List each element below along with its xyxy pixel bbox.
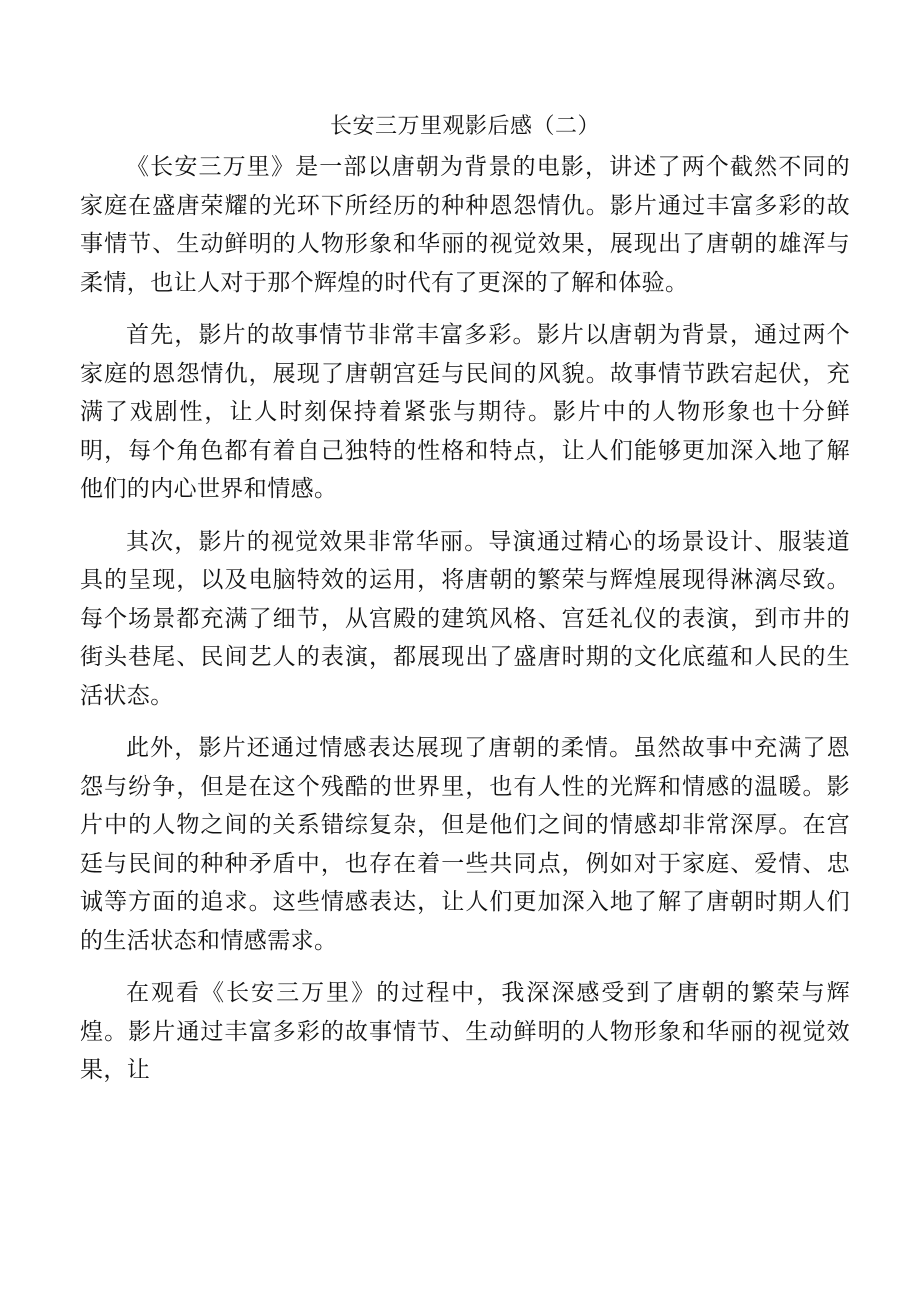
paragraph-plot: 首先，影片的故事情节非常丰富多彩。影片以唐朝为背景，通过两个家庭的恩怨情仇，展现了唐朝宫廷与民间的风貌。故事情节跌宕起伏，充满了戏剧性，让人时刻保持着紧张与期待。影片中的人物形象也十分鲜明，每个角色都有着自己独特的性格和特点，让人们能够更加深入地了解他们的内心世界和情感。 [80,322,850,502]
paragraph-visuals: 其次，影片的视觉效果非常华丽。导演通过精心的场景设计、服装道具的呈现，以及电脑特效的运用，将唐朝的繁荣与辉煌展现得淋漓尽致。每个场景都充满了细节，从宫殿的建筑风格、宫廷礼仪的表演，到市井的街头巷尾、民间艺人的表演，都展现出了盛唐时期的文化底蕴和人民的生活状态。 [80,528,850,709]
paragraph-emotion: 此外，影片还通过情感表达展现了唐朝的柔情。虽然故事中充满了恩怨与纷争，但是在这个残酷的世界里，也有人性的光辉和情感的温暖。影片中的人物之间的关系错综复杂，但是他们之间的情感却非常深厚。在宫廷与民间的种种矛盾中，也存在着一些共同点，例如对于家庭、爱情、忠诚等方面的追求。这些情感表达，让人们更加深入地了解了唐朝时期人们的生活状态和情感需求。 [80,735,850,954]
paragraph-reflection: 在观看《长安三万里》的过程中，我深深感受到了唐朝的繁荣与辉煌。影片通过丰富多彩的故事情节、生动鲜明的人物形象和华丽的视觉效果，让 [80,980,850,1083]
paragraph-intro: 《长安三万里》是一部以唐朝为背景的电影，讲述了两个截然不同的家庭在盛唐荣耀的光环下所经历的种种恩怨情仇。影片通过丰富多彩的故事情节、生动鲜明的人物形象和华丽的视觉效果，展现出了唐朝的雄浑与柔情，也让人对于那个辉煌的时代有了更深的了解和体验。 [80,154,850,296]
document-body [80,110,850,1090]
document-title: 长安三万里观影后感（二） [329,114,600,139]
